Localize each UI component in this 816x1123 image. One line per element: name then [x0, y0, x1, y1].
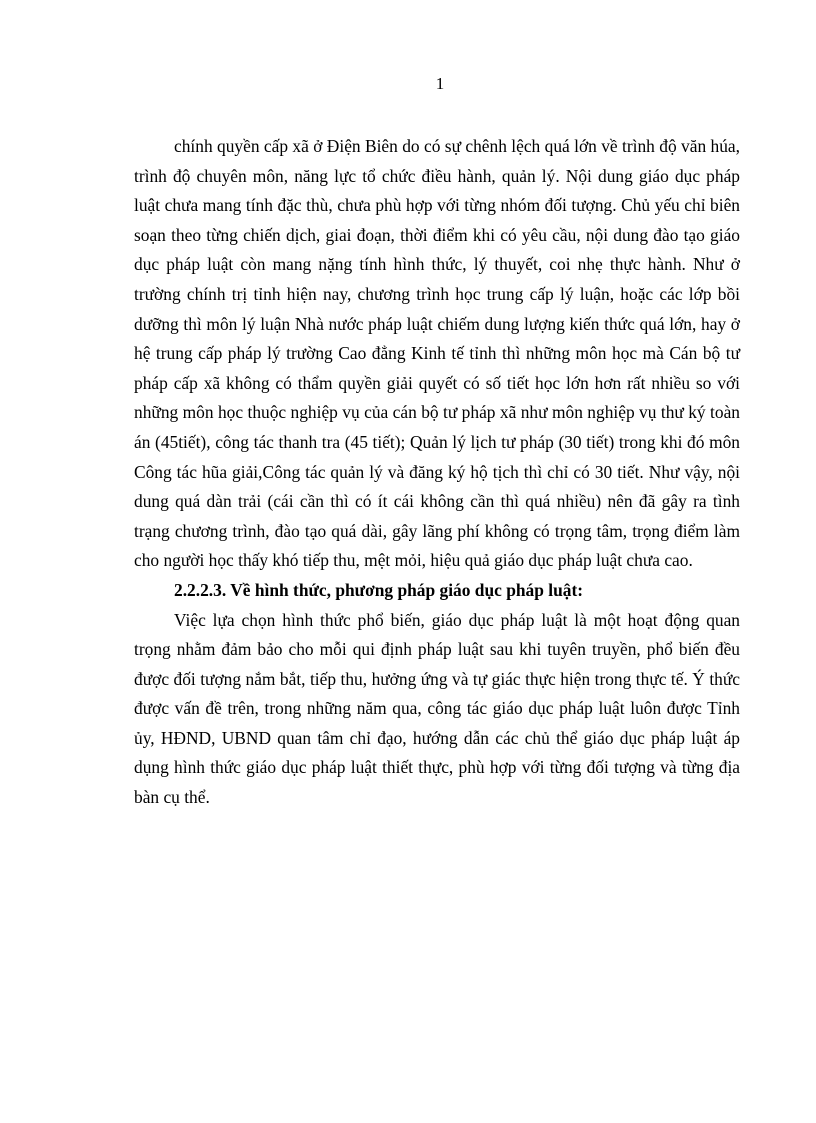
page-number: 1: [435, 74, 445, 93]
section-heading: 2.2.2.3. Về hình thức, phương pháp giáo dục pháp luật:: [174, 579, 584, 600]
document-body: [134, 132, 740, 813]
paragraph-intro: chính quyền cấp xã ở Điện Biên do có sự chênh lệch quá lớn về trình độ văn húa, trình độ chuyên môn, năng lực tổ chức điều hành, quản lý. Nội dung giáo dục pháp luật chưa mang tính đặc thù, chưa phù hợp với từng nhóm đối tượng. Chủ yếu chỉ biên soạn theo từng chiến dịch, giai đoạn, thời điểm khi có yêu cầu, nội dung đào tạo giáo dục pháp luật còn mang nặng tính hình thức, lý thuyết, coi nhẹ thực hành. Như ở trường chính trị tỉnh hiện nay, chương trình học trung cấp lý luận, hoặc các lớp bồi dưỡng thì môn lý luận Nhà nước pháp luật chiếm dung lượng kiến thức quá lớn, hay ở hệ trung cấp pháp lý trường Cao đẳng Kinh tế tỉnh thì những môn học mà Cán bộ tư pháp cấp xã không có thẩm quyền giải quyết có số tiết học lớn hơn rất nhiều so với những môn học thuộc nghiệp vụ của cán bộ tư pháp xã như môn nghiệp vụ thư ký toàn án (45tiết), công tác thanh tra (45 tiết); Quản lý lịch tư pháp (30 tiết) trong khi đó môn Công tác hũa giải,Công tác quản lý và đăng ký hộ tịch thì chỉ có 30 tiết. Như vậy, nội dung quá dàn trải (cái cần thì có ít cái không cần thì quá nhiều) nên đã gây ra tình trạng chương trình, đào tạo quá dài, gây lãng phí không có trọng tâm, trọng điểm làm cho người học thấy khó tiếp thu, mệt mỏi, hiệu quả giáo dục pháp luật chưa cao.: [134, 136, 740, 571]
paragraph-methods: Việc lựa chọn hình thức phổ biến, giáo dục pháp luật là một hoạt động quan trọng nhằm đảm bảo cho mỗi qui định pháp luật sau khi tuyên truyền, phổ biến đều được đối tượng nắm bắt, tiếp thu, hưởng ứng và tự giác thực hiện trong thực tế. Ý thức được vấn đề trên, trong những năm qua, công tác giáo dục pháp luật luôn được Tỉnh ủy, HĐND, UBND quan tâm chỉ đạo, hướng dẫn các chủ thể giáo dục pháp luật áp dụng hình thức giáo dục pháp luật thiết thực, phù hợp với từng đối tượng và từng địa bàn cụ thể.: [134, 609, 740, 808]
